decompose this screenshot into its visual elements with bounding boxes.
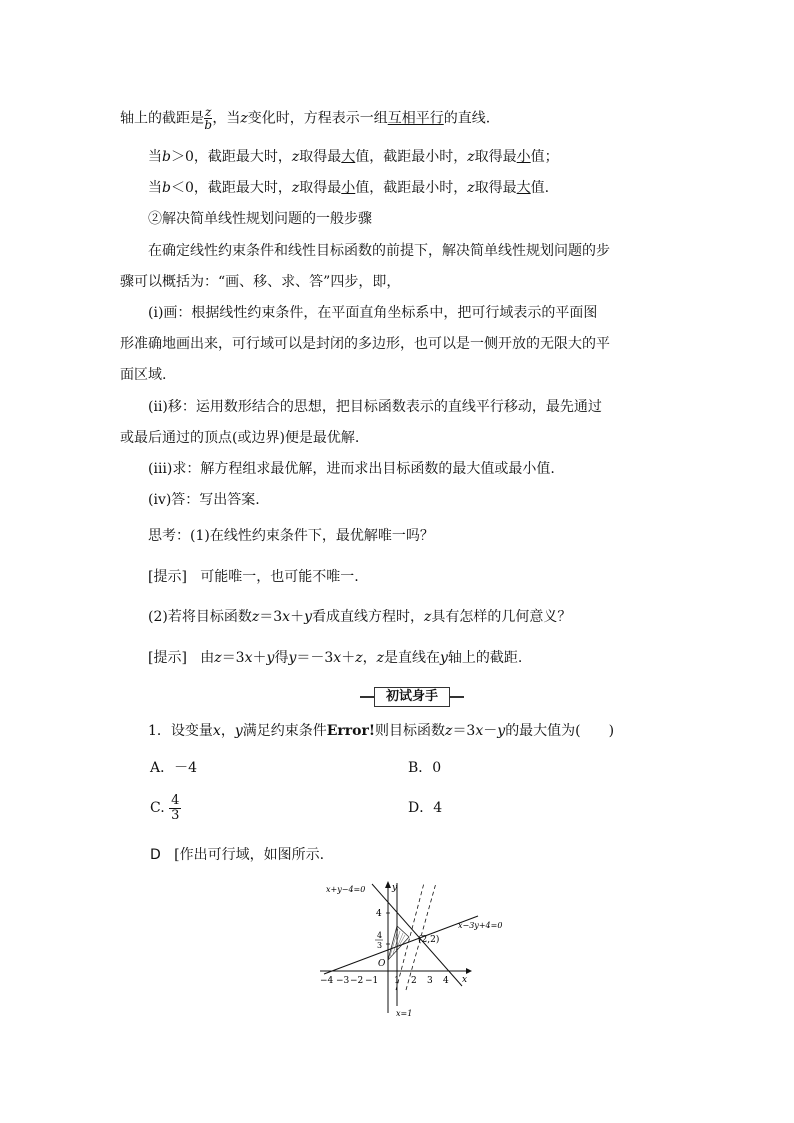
text-line: (ⅰ)画：根据线性约束条件，在平面直角坐标系中，把可行域表示的平面图: [148, 305, 598, 321]
section-banner: [360, 686, 464, 708]
hint-line: [提示] 可能唯一，也可能不唯一.: [148, 569, 359, 585]
text-line: 当b＜0，截距最大时，z取得最小值，截距最小时，z取得最大值.: [148, 180, 550, 196]
y-tick-label: 4: [376, 909, 382, 919]
x-tick-label: 2: [411, 976, 417, 986]
x-tick-label: 3: [427, 976, 433, 986]
option-b: B．0: [408, 760, 442, 776]
label-x-equals-1: x=1: [396, 1009, 413, 1018]
x-tick-label: 4: [443, 976, 449, 986]
y-tick-fraction-num: 4: [377, 931, 383, 940]
section-heading: ②解决简单线性规划问题的一般步骤: [148, 211, 372, 227]
hint-line: [提示] 由z＝3x＋y得y＝－3x＋z，z是直线在y轴上的截距.: [148, 650, 523, 666]
banner-title: 初试身手: [374, 687, 450, 707]
text-line: (ⅱ)移：运用数形结合的思想，把目标函数表示的直线平行移动，最先通过: [148, 399, 602, 415]
text-line: (ⅳ)答：写出答案.: [148, 492, 260, 508]
y-axis-arrow: [385, 881, 391, 888]
feasible-region-figure: [318, 878, 518, 1018]
text-line: 当b＞0，截距最大时，z取得最大值，截距最小时，z取得最小值；: [148, 149, 559, 165]
y-axis-label: y: [392, 883, 398, 893]
fraction-4-over-3: $\frac{4}{3}$: [171, 792, 180, 823]
label-x-minus-3y-plus-4: x−3y+4=0: [458, 921, 503, 930]
y-tick-fraction-den: 3: [377, 941, 383, 950]
thinking-question: 思考：(1)在线性约束条件下，最优解唯一吗？: [148, 528, 434, 544]
text-line: 骤可以概括为：“画、移、求、答”四步，即，: [120, 274, 401, 290]
line-x-minus-3y: [324, 916, 478, 974]
x-axis-label: x: [462, 975, 468, 985]
answer-line: D [作出可行域，如图所示.: [150, 847, 325, 863]
fraction-z-over-b: $\frac{z}{b}$: [204, 105, 212, 132]
option-d: D．4: [408, 800, 443, 816]
option-c: C. $\frac{4}{3}$: [150, 792, 180, 823]
text-line: 或最后通过的顶点(或边界)便是最优解.: [120, 430, 360, 446]
text-line: (ⅲ)求：解方程组求最优解，进而求出目标函数的最大值或最小值.: [148, 461, 555, 477]
question-1: 1．设变量x，y满足约束条件Error!则目标函数z＝3x－y的最大值为( ): [148, 723, 615, 739]
x-tick-label: −3: [336, 976, 350, 986]
x-tick-label: 1: [394, 976, 400, 986]
text-line: (2)若将目标函数z＝3x＋y看成直线方程时，z具有怎样的几何意义？: [148, 609, 572, 625]
text-line: 在确定线性约束条件和线性目标函数的前提下，解决简单线性规划问题的步: [148, 243, 610, 259]
x-tick-label: −2: [350, 976, 364, 986]
text-line: 形准确地画出来，可行域可以是封闭的多边形，也可以是一侧开放的无限大的平: [120, 336, 610, 352]
x-tick-label: −1: [365, 976, 379, 986]
text-line: 轴上的截距是 $\frac{z}{b}$ ，当z变化时，方程表示一组互相平行的直线.: [120, 105, 491, 132]
label-x-plus-y-minus-4: x+y−4=0: [326, 885, 366, 894]
option-a: A．－4: [150, 760, 198, 776]
text-line: 面区域.: [120, 367, 167, 383]
origin-label: O: [378, 959, 386, 969]
vertex-label: (2,2): [418, 935, 440, 945]
x-tick-label: −4: [320, 976, 334, 986]
x-axis-arrow: [466, 968, 472, 974]
